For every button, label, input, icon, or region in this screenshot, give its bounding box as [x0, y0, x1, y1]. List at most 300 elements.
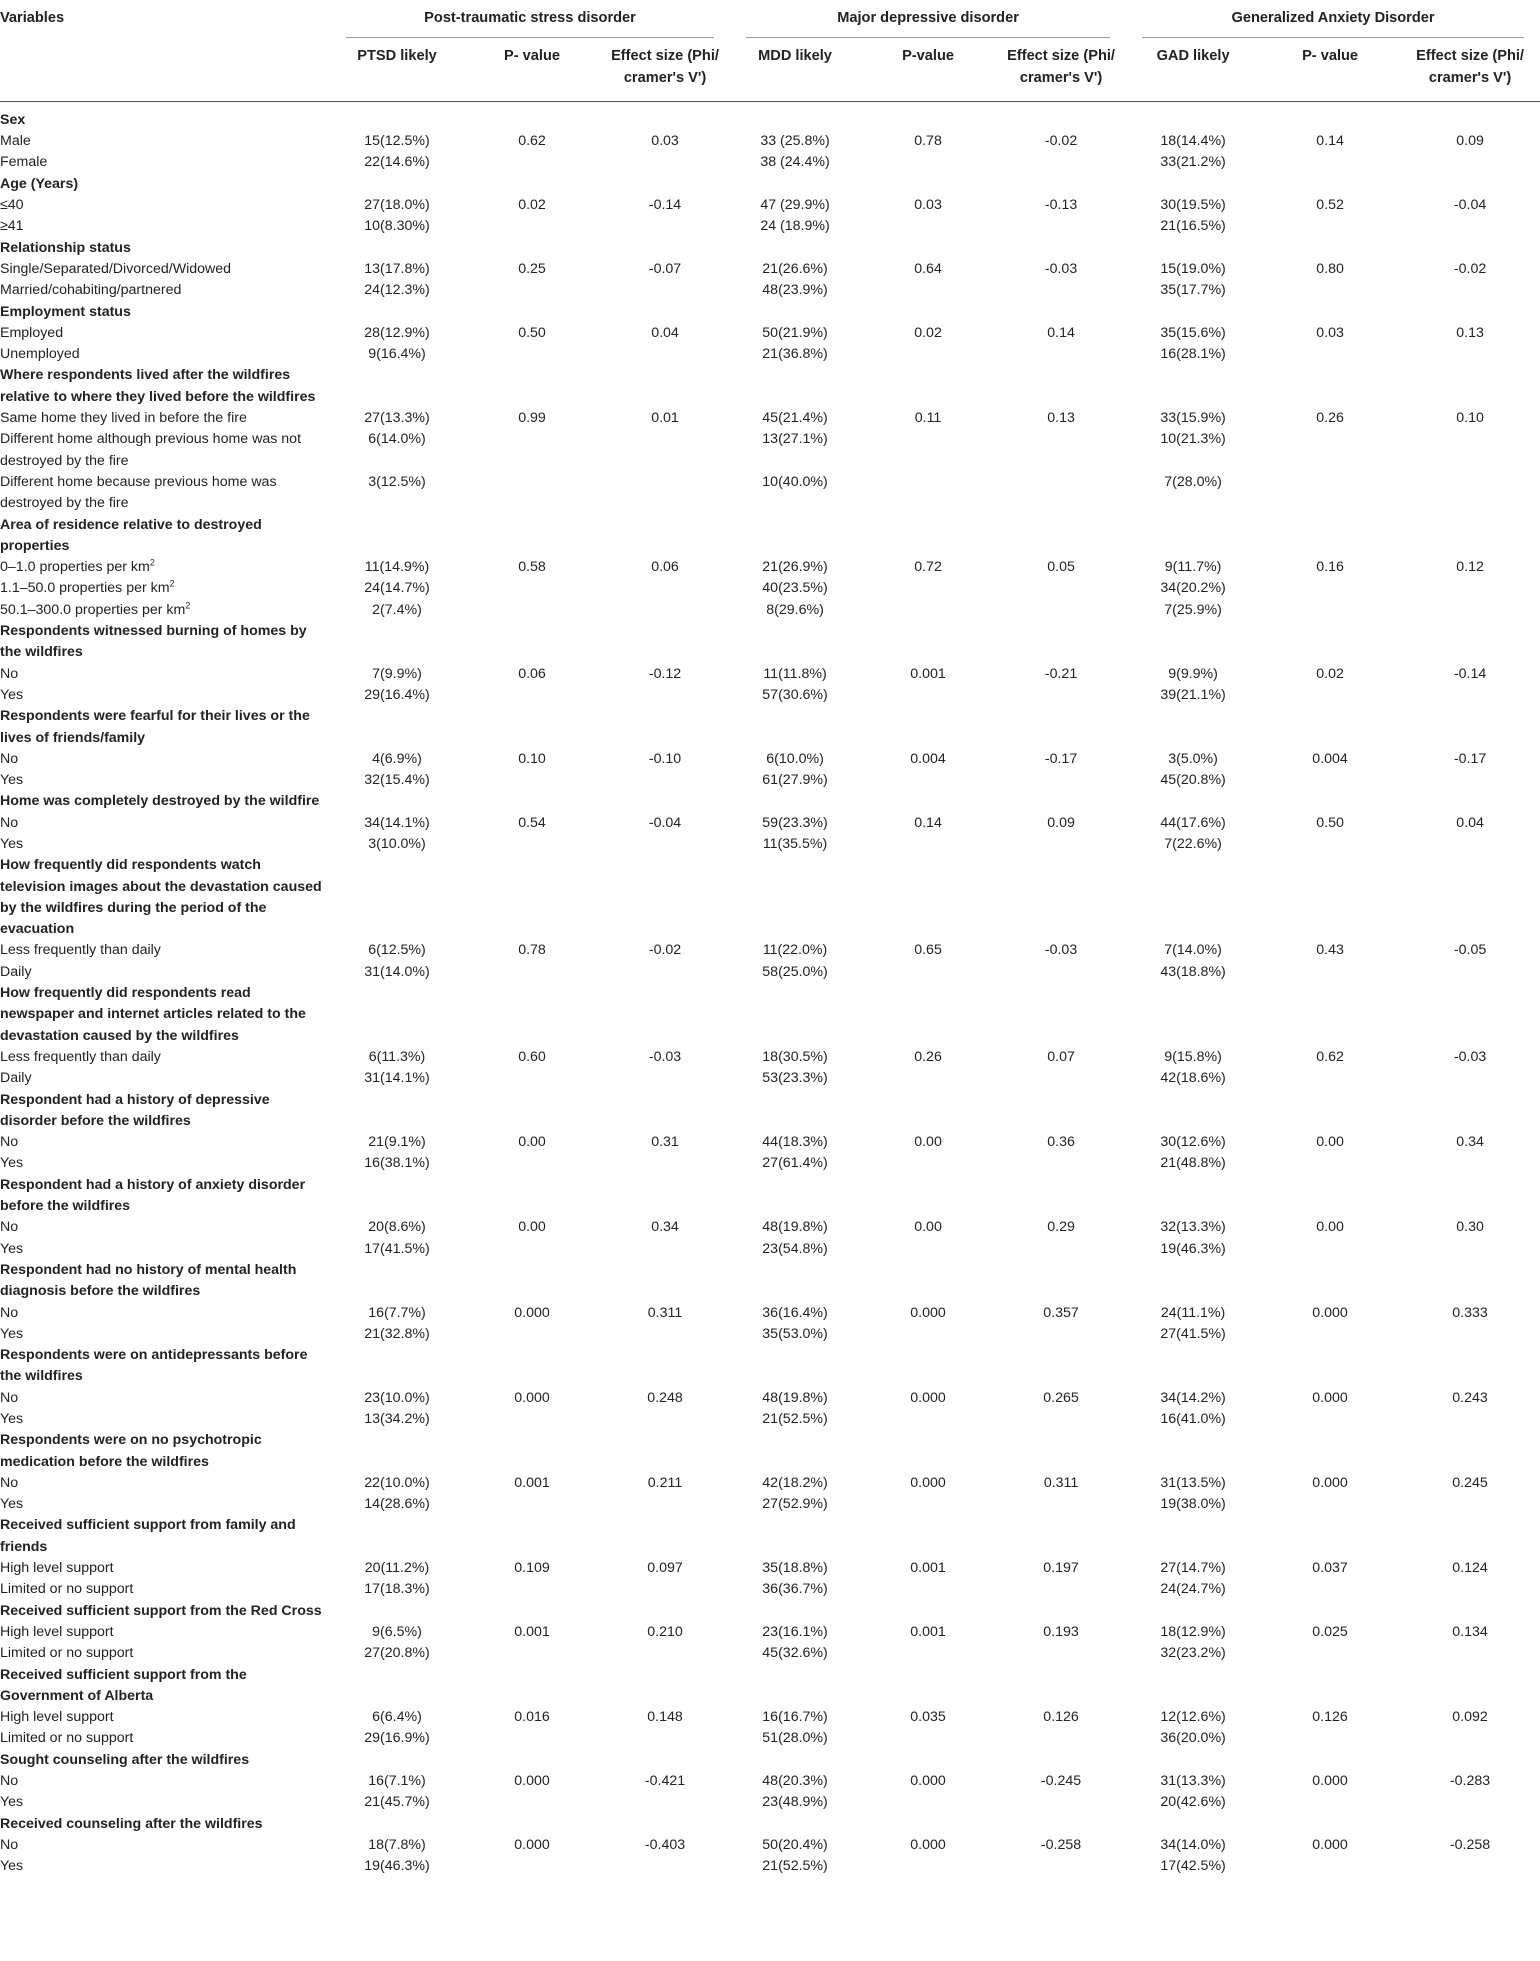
- table-cell: [1400, 791, 1540, 812]
- table-cell: 27(18.0%): [364, 197, 430, 214]
- table-cell: [996, 1239, 1126, 1260]
- row-label-text: Received counseling after the wildfires: [0, 1815, 263, 1832]
- table-cell: [600, 706, 730, 749]
- table-cell: [600, 1090, 730, 1133]
- table-cell: 16(28.1%): [1160, 346, 1226, 363]
- table-cell: 0.65: [914, 942, 942, 959]
- table-cell: [860, 1515, 996, 1558]
- table-row: [0, 131, 1540, 152]
- table-cell: [860, 1643, 996, 1664]
- table-cell: [996, 101, 1126, 131]
- table-cell: [330, 1515, 464, 1558]
- row-label-text: Received sufficient support from the Government of Alberta: [0, 1666, 247, 1704]
- table-cell: 0.43: [1316, 942, 1344, 959]
- table-cell: 0.50: [518, 324, 546, 341]
- table-cell: [996, 1728, 1126, 1749]
- table-cell: [1260, 174, 1400, 195]
- table-cell: 59(23.3%): [762, 814, 828, 831]
- row-label-text: Sought counseling after the wildfires: [0, 1751, 250, 1768]
- table-cell: 18(30.5%): [762, 1048, 828, 1065]
- table-cell: 0.245: [1452, 1474, 1488, 1491]
- row-label-text: How frequently did respondents read newspaper and internet articles related to the devastation caused by the wildfires: [0, 985, 306, 1044]
- table-cell: [996, 238, 1126, 259]
- table-cell: [1400, 101, 1540, 131]
- row-label: [0, 1388, 330, 1409]
- row-label: [0, 578, 330, 599]
- table-cell: 36(16.4%): [762, 1304, 828, 1321]
- table-cell: 31(13.5%): [1160, 1474, 1226, 1491]
- table-cell: 0.001: [910, 1560, 946, 1577]
- table-cell: [600, 685, 730, 706]
- table-cell: [860, 1175, 996, 1218]
- table-cell: 12(12.6%): [1160, 1709, 1226, 1726]
- table-cell: 30(19.5%): [1160, 197, 1226, 214]
- table-cell: 42(18.2%): [762, 1474, 828, 1491]
- table-cell: 18(7.8%): [368, 1836, 426, 1853]
- table-cell: 0.193: [1043, 1623, 1079, 1640]
- table-cell: [860, 962, 996, 983]
- table-cell: [996, 302, 1126, 323]
- row-label: [0, 1409, 330, 1430]
- row-label: [0, 1558, 330, 1579]
- table-cell: [330, 1665, 464, 1708]
- table-cell: [600, 344, 730, 365]
- table-cell: [860, 685, 996, 706]
- table-cell: 32(15.4%): [364, 772, 430, 789]
- table-cell: [996, 706, 1126, 749]
- table-cell: [730, 174, 860, 195]
- row-label-text: Respondent had no history of mental health diagnosis before the wildfires: [0, 1261, 297, 1300]
- row-label-text: Respondents were on antidepressants before the wildfires: [0, 1347, 308, 1385]
- table-cell: [464, 578, 600, 599]
- table-cell: 13(17.8%): [364, 260, 430, 277]
- table-row: [0, 1771, 1540, 1792]
- table-cell: [464, 834, 600, 855]
- table-cell: 11(22.0%): [762, 942, 828, 959]
- table-cell: [860, 515, 996, 558]
- table-cell: 0.14: [1316, 133, 1344, 150]
- table-cell: 10(21.3%): [1160, 431, 1226, 448]
- row-label: [0, 1622, 330, 1643]
- table-cell: [1400, 344, 1540, 365]
- table-cell: 11(35.5%): [762, 835, 828, 852]
- table-cell: 31(14.1%): [364, 1070, 430, 1087]
- table-cell: [730, 1430, 860, 1473]
- table-cell: [730, 1515, 860, 1558]
- row-label-text: Yes: [0, 1240, 24, 1257]
- table-cell: [1126, 791, 1260, 812]
- table-cell: 10(40.0%): [762, 473, 828, 490]
- gad-group-header: Generalized Anxiety Disorder: [1126, 0, 1540, 42]
- table-cell: [1400, 983, 1540, 1047]
- table-cell: 6(6.4%): [372, 1709, 422, 1726]
- table-cell: [600, 1260, 730, 1303]
- table-cell: [860, 621, 996, 664]
- table-row: [0, 1792, 1540, 1813]
- table-cell: 33 (25.8%): [760, 133, 830, 150]
- table-cell: 24(14.7%): [364, 580, 430, 597]
- table-cell: [600, 1814, 730, 1835]
- table-cell: 9(9.9%): [1168, 665, 1218, 682]
- table-cell: 0.62: [518, 133, 546, 150]
- table-cell: [1126, 1750, 1260, 1771]
- row-label: [0, 323, 330, 344]
- table-cell: [860, 1728, 996, 1749]
- table-cell: 50(20.4%): [762, 1836, 828, 1853]
- table-cell: 0.34: [651, 1219, 679, 1236]
- table-cell: [996, 855, 1126, 940]
- row-label-text: High level support: [0, 1709, 114, 1726]
- table-cell: [1260, 152, 1400, 173]
- table-cell: -0.283: [1449, 1773, 1491, 1790]
- row-label-text: Received sufficient support from the Red Cross: [0, 1602, 322, 1619]
- table-cell: [1126, 1601, 1260, 1622]
- table-cell: [860, 152, 996, 173]
- table-cell: [330, 791, 464, 812]
- table-cell: [1260, 1409, 1400, 1430]
- table-cell: 33(15.9%): [1160, 410, 1226, 427]
- table-cell: [730, 1750, 860, 1771]
- table-cell: [600, 280, 730, 301]
- table-cell: [330, 238, 464, 259]
- table-cell: [600, 1494, 730, 1515]
- table-row: [0, 1153, 1540, 1174]
- table-cell: [1400, 280, 1540, 301]
- table-cell: [464, 1643, 600, 1664]
- table-cell: 0.14: [914, 814, 942, 831]
- table-cell: [464, 238, 600, 259]
- section-label: [0, 1814, 330, 1835]
- table-cell: 0.30: [1456, 1219, 1484, 1236]
- table-row: [0, 1047, 1540, 1068]
- table-cell: 0.265: [1043, 1389, 1079, 1406]
- table-cell: [730, 1665, 860, 1708]
- row-label: [0, 1239, 330, 1260]
- row-label: [0, 472, 330, 515]
- table-cell: [860, 834, 996, 855]
- section-label: [0, 621, 330, 664]
- section-row: [0, 1175, 1540, 1218]
- table-cell: [1126, 983, 1260, 1047]
- table-cell: 7(25.9%): [1164, 601, 1222, 618]
- row-label: [0, 1792, 330, 1813]
- section-label: [0, 365, 330, 408]
- table-cell: [600, 1239, 730, 1260]
- row-label-text: Limited or no support: [0, 1645, 134, 1662]
- table-cell: 17(41.5%): [364, 1240, 430, 1257]
- table-cell: [464, 1750, 600, 1771]
- ptsd-effect-size-header: Effect size (Phi/ cramer's V'): [600, 42, 730, 101]
- table-cell: [1260, 600, 1400, 621]
- table-cell: 27(41.5%): [1160, 1325, 1226, 1342]
- table-cell: [860, 1856, 996, 1877]
- table-cell: -0.02: [1044, 133, 1078, 150]
- table-cell: 0.52: [1316, 197, 1344, 214]
- table-cell: [464, 344, 600, 365]
- section-row: [0, 1345, 1540, 1388]
- table-cell: [464, 515, 600, 558]
- table-cell: [860, 1345, 996, 1388]
- table-cell: [860, 791, 996, 812]
- table-cell: [600, 791, 730, 812]
- table-cell: [464, 855, 600, 940]
- table-cell: [464, 216, 600, 237]
- table-cell: [600, 429, 730, 472]
- section-label: [0, 1430, 330, 1473]
- table-cell: 19(46.3%): [1160, 1240, 1226, 1257]
- table-cell: 22(14.6%): [364, 154, 430, 171]
- table-cell: 0.243: [1452, 1389, 1488, 1406]
- table-cell: [330, 302, 464, 323]
- table-cell: 48(19.8%): [762, 1389, 828, 1406]
- table-cell: 6(10.0%): [766, 750, 824, 767]
- table-row: [0, 1303, 1540, 1324]
- table-cell: 58(25.0%): [762, 963, 828, 980]
- table-cell: 45(21.4%): [762, 410, 828, 427]
- section-label: [0, 238, 330, 259]
- table-row: [0, 962, 1540, 983]
- table-row: [0, 1856, 1540, 1877]
- table-cell: [996, 1750, 1126, 1771]
- table-row: [0, 664, 1540, 685]
- table-cell: [860, 1601, 996, 1622]
- table-cell: [1400, 515, 1540, 558]
- table-cell: [996, 1090, 1126, 1133]
- table-cell: [1400, 1856, 1540, 1877]
- table-row: [0, 1835, 1540, 1856]
- table-cell: 7(14.0%): [1164, 942, 1222, 959]
- table-cell: 0.000: [910, 1773, 946, 1790]
- table-cell: 0.12: [1456, 559, 1484, 576]
- row-label: [0, 344, 330, 365]
- table-cell: [996, 834, 1126, 855]
- table-cell: [1126, 1345, 1260, 1388]
- table-cell: 0.00: [914, 1134, 942, 1151]
- table-cell: [464, 1792, 600, 1813]
- table-row: [0, 1579, 1540, 1600]
- row-label: [0, 1473, 330, 1494]
- table-cell: [330, 515, 464, 558]
- table-cell: [730, 1090, 860, 1133]
- table-cell: 0.000: [1312, 1389, 1348, 1406]
- row-label-text: No: [0, 750, 19, 767]
- table-cell: [1260, 1175, 1400, 1218]
- table-cell: [464, 1579, 600, 1600]
- table-cell: [860, 429, 996, 472]
- row-label-text: Employment status: [0, 303, 131, 320]
- table-cell: [1400, 152, 1540, 173]
- table-cell: 32(23.2%): [1160, 1645, 1226, 1662]
- row-label-text: Respondent had a history of depressive disorder before the wildfires: [0, 1091, 270, 1129]
- table-cell: [464, 1601, 600, 1622]
- table-cell: [600, 1792, 730, 1813]
- table-cell: 0.00: [1316, 1219, 1344, 1236]
- table-cell: 0.134: [1452, 1623, 1488, 1640]
- row-label-text: Yes: [0, 1858, 24, 1875]
- table-cell: 15(12.5%): [364, 133, 430, 150]
- row-label: [0, 131, 330, 152]
- table-cell: [996, 1792, 1126, 1813]
- table-cell: [860, 578, 996, 599]
- section-row: [0, 706, 1540, 749]
- table-row: [0, 472, 1540, 515]
- table-cell: [464, 302, 600, 323]
- table-cell: [330, 983, 464, 1047]
- table-cell: 0.025: [1312, 1623, 1348, 1640]
- table-cell: 21(32.8%): [364, 1325, 430, 1342]
- table-cell: [1260, 515, 1400, 558]
- table-cell: [1260, 1430, 1400, 1473]
- table-cell: [860, 302, 996, 323]
- table-row: [0, 1558, 1540, 1579]
- table-cell: 21(26.6%): [762, 260, 828, 277]
- row-label-text: ≤40: [0, 197, 24, 214]
- table-cell: [860, 280, 996, 301]
- table-cell: -0.02: [648, 942, 682, 959]
- table-cell: [464, 962, 600, 983]
- table-row: [0, 834, 1540, 855]
- table-cell: [600, 1345, 730, 1388]
- table-cell: 35(15.6%): [1160, 324, 1226, 341]
- table-cell: 3(5.0%): [1168, 750, 1218, 767]
- mdd-group-header: Major depressive disorder: [730, 0, 1126, 42]
- table-cell: [600, 600, 730, 621]
- table-row: [0, 1217, 1540, 1238]
- table-cell: [330, 1750, 464, 1771]
- table-cell: -0.04: [1453, 197, 1487, 214]
- table-cell: -0.21: [1044, 665, 1078, 682]
- table-cell: 0.02: [914, 324, 942, 341]
- table-cell: 36(20.0%): [1160, 1730, 1226, 1747]
- row-label: [0, 834, 330, 855]
- row-label: [0, 195, 330, 216]
- row-label-text: Daily: [0, 1070, 32, 1087]
- table-cell: -0.245: [1040, 1773, 1082, 1790]
- table-cell: [1260, 1856, 1400, 1877]
- table-cell: [464, 1324, 600, 1345]
- table-cell: 0.035: [910, 1709, 946, 1726]
- table-cell: [996, 621, 1126, 664]
- section-row: [0, 1665, 1540, 1708]
- table-cell: 0.197: [1043, 1560, 1079, 1577]
- table-cell: 0.000: [1312, 1304, 1348, 1321]
- table-cell: [464, 1814, 600, 1835]
- table-cell: 0.10: [1456, 410, 1484, 427]
- table-row: [0, 600, 1540, 621]
- section-row: [0, 101, 1540, 131]
- table-cell: 3(12.5%): [368, 473, 426, 490]
- table-cell: 23(48.9%): [762, 1794, 828, 1811]
- table-cell: 29(16.9%): [364, 1730, 430, 1747]
- table-cell: [730, 515, 860, 558]
- table-cell: [996, 578, 1126, 599]
- table-cell: [996, 791, 1126, 812]
- table-cell: [860, 770, 996, 791]
- table-row: [0, 1239, 1540, 1260]
- row-label: [0, 429, 330, 472]
- table-cell: [464, 1345, 600, 1388]
- table-row: [0, 280, 1540, 301]
- row-label-text: Respondents were on no psychotropic medication before the wildfires: [0, 1432, 262, 1470]
- superscript: 2: [185, 599, 191, 610]
- table-cell: [1400, 578, 1540, 599]
- table-cell: [330, 855, 464, 940]
- row-label-text: Daily: [0, 963, 32, 980]
- table-cell: [600, 1665, 730, 1708]
- row-label-text: Single/Separated/Divorced/Widowed: [0, 260, 232, 277]
- table-cell: 0.50: [1316, 814, 1344, 831]
- table-cell: 0.004: [1312, 750, 1348, 767]
- table-cell: [996, 1430, 1126, 1473]
- row-label-text: Yes: [0, 1155, 24, 1172]
- table-cell: [1400, 1260, 1540, 1303]
- table-cell: [996, 770, 1126, 791]
- table-cell: [860, 1665, 996, 1708]
- table-cell: [1400, 1409, 1540, 1430]
- table-row: [0, 1643, 1540, 1664]
- table-cell: 0.02: [518, 197, 546, 214]
- table-cell: 0.000: [514, 1836, 550, 1853]
- table-cell: 0.02: [1316, 665, 1344, 682]
- table-cell: 0.10: [518, 750, 546, 767]
- row-label: [0, 813, 330, 834]
- row-label: [0, 408, 330, 429]
- table-cell: [600, 1175, 730, 1218]
- table-cell: 21(26.9%): [762, 559, 828, 576]
- table-cell: [860, 1068, 996, 1089]
- table-row: [0, 1068, 1540, 1089]
- table-cell: [996, 1345, 1126, 1388]
- row-label-text: No: [0, 1389, 19, 1406]
- table-cell: [1400, 1068, 1540, 1089]
- table-cell: 23(10.0%): [364, 1389, 430, 1406]
- table-cell: [600, 472, 730, 515]
- table-cell: [1260, 578, 1400, 599]
- table-cell: 0.16: [1316, 559, 1344, 576]
- row-label-text: No: [0, 814, 19, 831]
- table-cell: 0.80: [1316, 260, 1344, 277]
- table-cell: [600, 1068, 730, 1089]
- table-cell: [600, 1728, 730, 1749]
- table-cell: 4(6.9%): [372, 750, 422, 767]
- table-cell: [330, 1090, 464, 1133]
- section-label: [0, 101, 330, 131]
- section-row: [0, 302, 1540, 323]
- section-row: [0, 1430, 1540, 1473]
- table-cell: 45(20.8%): [1160, 772, 1226, 789]
- table-cell: [464, 706, 600, 749]
- table-cell: [1400, 1494, 1540, 1515]
- table-cell: [600, 1153, 730, 1174]
- table-cell: 34(14.2%): [1160, 1389, 1226, 1406]
- section-label: [0, 1515, 330, 1558]
- table-cell: 9(15.8%): [1164, 1048, 1222, 1065]
- table-cell: 40(23.5%): [762, 580, 828, 597]
- row-label-text: Less frequently than daily: [0, 1048, 161, 1065]
- table-cell: [464, 1728, 600, 1749]
- table-cell: [600, 1643, 730, 1664]
- table-cell: 33(21.2%): [1160, 154, 1226, 171]
- row-label-text: Male: [0, 133, 31, 150]
- table-cell: [1260, 1601, 1400, 1622]
- table-cell: [1260, 302, 1400, 323]
- superscript: 2: [149, 557, 155, 568]
- table-cell: [464, 429, 600, 472]
- table-cell: [1400, 962, 1540, 983]
- table-cell: [1126, 238, 1260, 259]
- table-cell: 0.000: [910, 1304, 946, 1321]
- row-label-text: No: [0, 1134, 19, 1151]
